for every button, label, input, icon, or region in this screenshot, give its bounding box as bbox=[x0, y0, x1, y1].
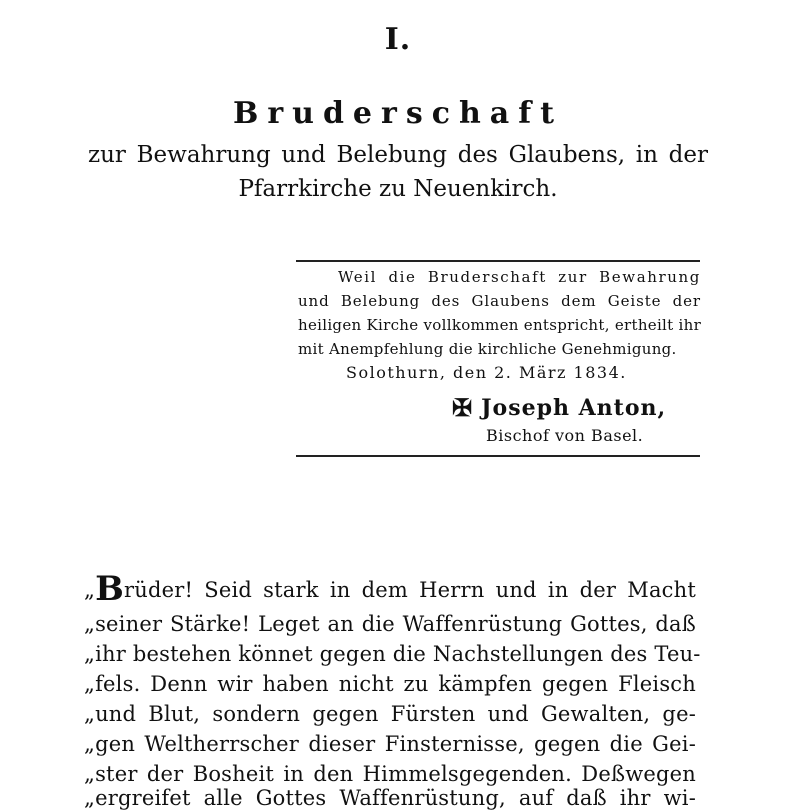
approval-line-2: und Belebung des Glaubens dem Geiste der bbox=[298, 292, 701, 310]
body-line-4: „fels. Denn wir haben nicht zu kämpfen gegen Fleisch bbox=[84, 672, 696, 696]
approval-line-4: mit Anempfehlung die kirchliche Genehmigung. bbox=[298, 340, 677, 358]
body-line-5: „und Blut, sondern gegen Fürsten und Gewalten, ge- bbox=[84, 702, 696, 726]
approval-line-3: heiligen Kirche vollkommen entspricht, ertheilt ihr bbox=[298, 316, 702, 334]
body-line-6: „gen Weltherrscher dieser Finsternisse, gegen die Gei- bbox=[84, 732, 696, 756]
approval-date: Solothurn, den 2. März 1834. bbox=[346, 363, 627, 382]
body-line-1 bbox=[84, 569, 696, 609]
section-number: I. bbox=[384, 22, 412, 57]
body-line-7: „ster der Bosheit in den Himmelsgegenden. Deßwegen bbox=[84, 762, 696, 786]
body-line-2: „seiner Stärke! Leget an die Waffenrüstung Gottes, daß bbox=[84, 612, 696, 636]
open-quote: „ bbox=[84, 578, 96, 602]
page-title: Bruderschaft bbox=[232, 96, 563, 131]
signature-name: Joseph Anton, bbox=[481, 395, 667, 421]
cross-icon: ✠ bbox=[452, 393, 474, 422]
dropcap: B bbox=[95, 569, 125, 609]
body-line-1-text: rüder! Seid stark in dem Herrn und in der Macht bbox=[124, 578, 696, 602]
approval-top-rule bbox=[296, 260, 700, 262]
approval-line-1: Weil die Bruderschaft zur Bewahrung bbox=[338, 268, 701, 286]
subtitle-line-2: Pfarrkirche zu Neuenkirch. bbox=[238, 176, 558, 202]
body-line-8: „ergreifet alle Gottes Waffenrüstung, auf daß ihr wi- bbox=[84, 786, 696, 810]
approval-bottom-rule bbox=[296, 455, 700, 457]
body-line-3: „ihr bestehen könnet gegen die Nachstellungen des Teu- bbox=[84, 642, 701, 666]
signature bbox=[452, 393, 666, 422]
subtitle-line-1: zur Bewahrung und Belebung des Glaubens, in der bbox=[88, 142, 708, 168]
signature-title: Bischof von Basel. bbox=[486, 426, 644, 445]
